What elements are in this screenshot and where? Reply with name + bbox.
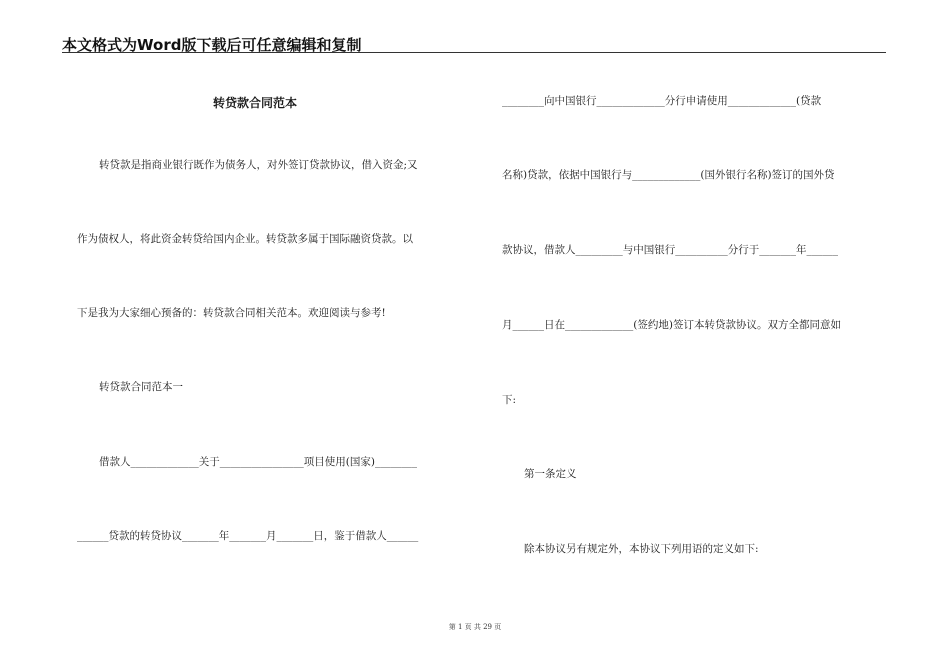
right-paragraph-line: 月______日在_____________(签约地)签订本转贷款协议。双方全都同意如	[502, 319, 841, 331]
right-paragraph-line: 除本协议另有规定外，本协议下列用语的定义如下:	[524, 543, 759, 555]
left-paragraph-line: ______贷款的转贷协议_______年_______月_______日，鉴于借款人______	[77, 530, 419, 542]
left-paragraph-line: 下是我为大家细心预备的：转贷款合同相关范本。欢迎阅读与参考!	[77, 307, 386, 319]
header-divider	[62, 52, 886, 53]
right-paragraph-line: 款协议，借款人_________与中国银行__________分行于_______年______	[502, 244, 838, 256]
left-paragraph-line: 作为债权人，将此资金转贷给国内企业。转贷款多属于国际融资贷款。以	[77, 233, 413, 245]
page-number: 第 1 页 共 29 页	[448, 623, 502, 631]
article-heading: 第一条定义	[524, 468, 577, 480]
right-paragraph-line: 下:	[502, 394, 517, 406]
section-heading: 转贷款合同范本一	[99, 381, 183, 393]
right-paragraph-line: 名称)贷款，依据中国银行与_____________(国外银行名称)签订的国外贷	[502, 169, 835, 181]
right-paragraph-line: ________向中国银行_____________分行申请使用_____________(贷款	[502, 95, 822, 107]
document-banner: 本文格式为Word版下载后可任意编辑和复制	[62, 36, 362, 54]
left-paragraph-line: 借款人_____________关于________________项目使用(国家)________	[99, 456, 417, 468]
left-paragraph-line: 转贷款是指商业银行既作为债务人，对外签订贷款协议，借入资金;又	[99, 159, 418, 171]
document-title: 转贷款合同范本	[213, 96, 298, 110]
